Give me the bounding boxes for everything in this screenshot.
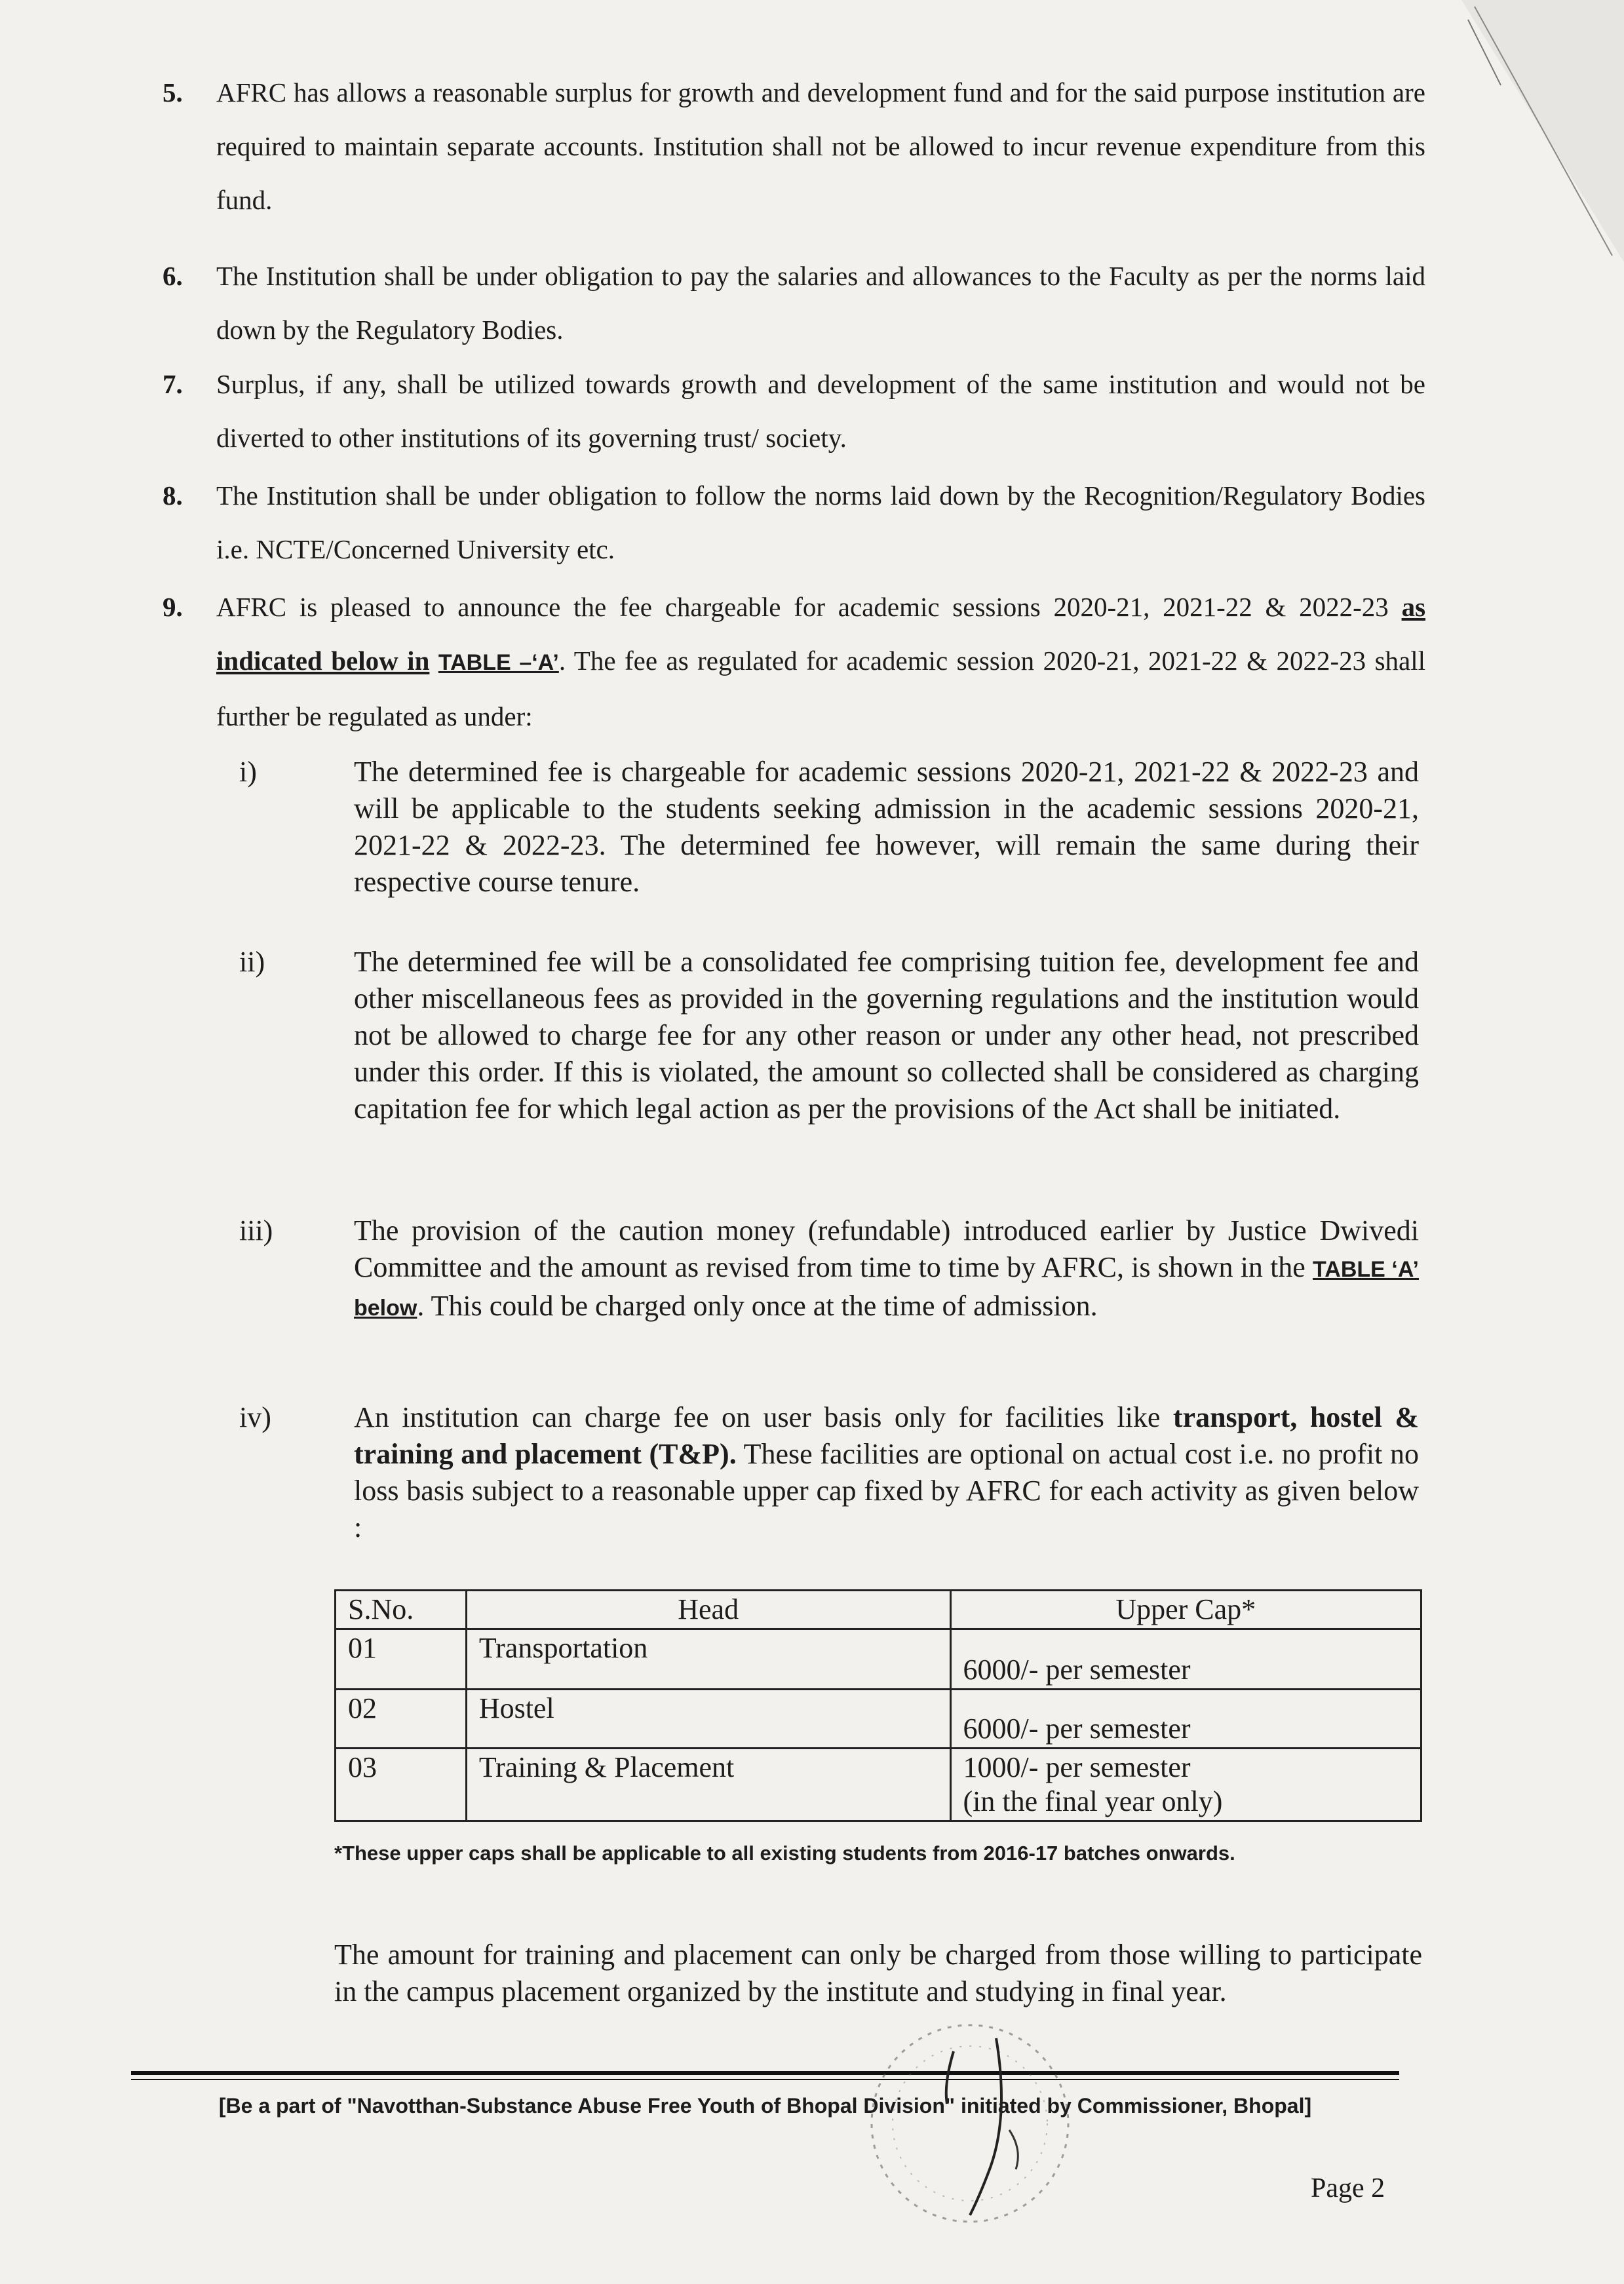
paragraph-7 [164, 357, 1425, 465]
table-row [336, 1749, 1421, 1821]
cell-head: Hostel [466, 1690, 950, 1749]
header-sno: S.No. [336, 1591, 467, 1629]
cell-cap: 6000/- per semester [950, 1629, 1421, 1690]
sub-item-i [239, 754, 1419, 900]
sub-item-ii [239, 944, 1419, 1127]
table-reference: as indicated below in [216, 592, 1426, 676]
footer-slogan: [Be a part of "Navotthan-Substance Abuse Free Youth of Bhopal Division" initiated by Commissioner, Bhopal] [218, 2094, 1312, 2118]
paragraph-6 [164, 249, 1425, 357]
sub-item-number: iii) [239, 1214, 273, 1247]
sub-item-number: ii) [239, 946, 265, 978]
footer-rule-thick [131, 2071, 1399, 2075]
sub-item-text: The determined fee is chargeable for academic sessions 2020-21, 2021-22 & 2022-23 and will be applicable to the students seeking admission in the academic sessions 2020-21, 2021-22 & 2022-23. The determined fee however, will remain the same during their respective course tenure. [354, 756, 1419, 898]
paragraph-8 [164, 469, 1425, 576]
cell-cap: 1000/- per semester (in the final year only) [950, 1749, 1421, 1821]
paragraph-number: 7. [163, 369, 183, 399]
table-row [336, 1690, 1421, 1749]
paragraph-9 [164, 580, 1425, 743]
cell-sno: 01 [336, 1629, 467, 1690]
paragraph-5 [164, 66, 1425, 227]
closing-paragraph: The amount for training and placement can only be charged from those willing to participate in the campus placement organized by the institute and studying in final year. [334, 1939, 1422, 2007]
table-a-reference: TABLE –‘A’ [438, 650, 559, 675]
upper-cap-note: *These upper caps shall be applicable to all existing students from 2016-17 batches onwards. [334, 1842, 1235, 1865]
sub-item-text: An institution can charge fee on user basis only for facilities like transport, hostel & training and placement (T&P). These facilities are optional on actual cost i.e. no profit no loss basis subject to a reasonable upper cap fixed by AFRC for each activity as given below : [354, 1401, 1419, 1543]
paragraph-number: 5. [163, 77, 183, 107]
cell-cap: 6000/- per semester [950, 1690, 1421, 1749]
sub-item-text: The determined fee will be a consolidated fee comprising tuition fee, development fee and other miscellaneous fees as provided in the governing regulations and the institution would not be allowed to charge fee for any other reason or under any other head, not prescribed under this order. If this is violated, the amount so collected shall be considered as charging capitation fee for which legal action as per the provisions of the Act shall be initiated. [354, 946, 1419, 1125]
paragraph-text: The Institution shall be under obligation to follow the norms laid down by the Recognition/Regulatory Bodies i.e. NCTE/Concerned University etc. [216, 480, 1426, 564]
cell-head: Training & Placement [466, 1749, 950, 1821]
paragraph-number: 9. [163, 592, 183, 622]
office-seal-stamp [813, 1999, 1127, 2248]
header-head: Head [466, 1591, 950, 1629]
header-upper-cap: Upper Cap* [950, 1591, 1421, 1629]
paragraph-text: AFRC has allows a reasonable surplus for growth and development fund and for the said purpose institution are required to maintain separate accounts. Institution shall not be allowed to incur revenue expenditure from this fund. [216, 77, 1425, 215]
paragraph-text: The Institution shall be under obligation to pay the salaries and allowances to the Faculty as per the norms laid down by the Regulatory Bodies. [216, 261, 1426, 345]
paragraph-number: 8. [163, 480, 183, 511]
footer-rule-thin [131, 2079, 1399, 2080]
table-row [336, 1629, 1421, 1690]
sub-item-number: iv) [239, 1401, 271, 1433]
sub-item-iv [239, 1399, 1419, 1546]
cell-head: Transportation [466, 1629, 950, 1690]
table-header-row [336, 1591, 1421, 1629]
scan-edge-artifact [1461, 0, 1624, 275]
sub-item-number: i) [239, 756, 257, 788]
sub-item-iii [239, 1212, 1419, 1326]
facilities-bold: transport, hostel & training and placement (T&P). [354, 1401, 1419, 1470]
paragraph-text: Surplus, if any, shall be utilized towards growth and development of the same institution and would not be diverted to other institutions of its governing trust/ society. [216, 369, 1426, 453]
cell-sno: 03 [336, 1749, 467, 1821]
paragraph-text: AFRC is pleased to announce the fee chargeable for academic sessions 2020-21, 2021-22 & 2022-23 as indicated below in TABLE –‘A’. The fee as regulated for academic session 2020-21, 2021-22 & 2022-23 shall further be regulated as under: [216, 592, 1426, 731]
sub-item-text: The provision of the caution money (refundable) introduced earlier by Justice Dwivedi Committee and the amount as revised from time to time by AFRC, is shown in the TABLE ‘A’ below. This could be charged only once at the time of admission. [354, 1214, 1419, 1322]
table-a-below-reference: TABLE ‘A’ below [354, 1257, 1419, 1321]
page-number: Page 2 [1311, 2173, 1385, 2203]
paragraph-number: 6. [163, 261, 183, 291]
cell-sno: 02 [336, 1690, 467, 1749]
upper-cap-table [334, 1589, 1422, 1822]
